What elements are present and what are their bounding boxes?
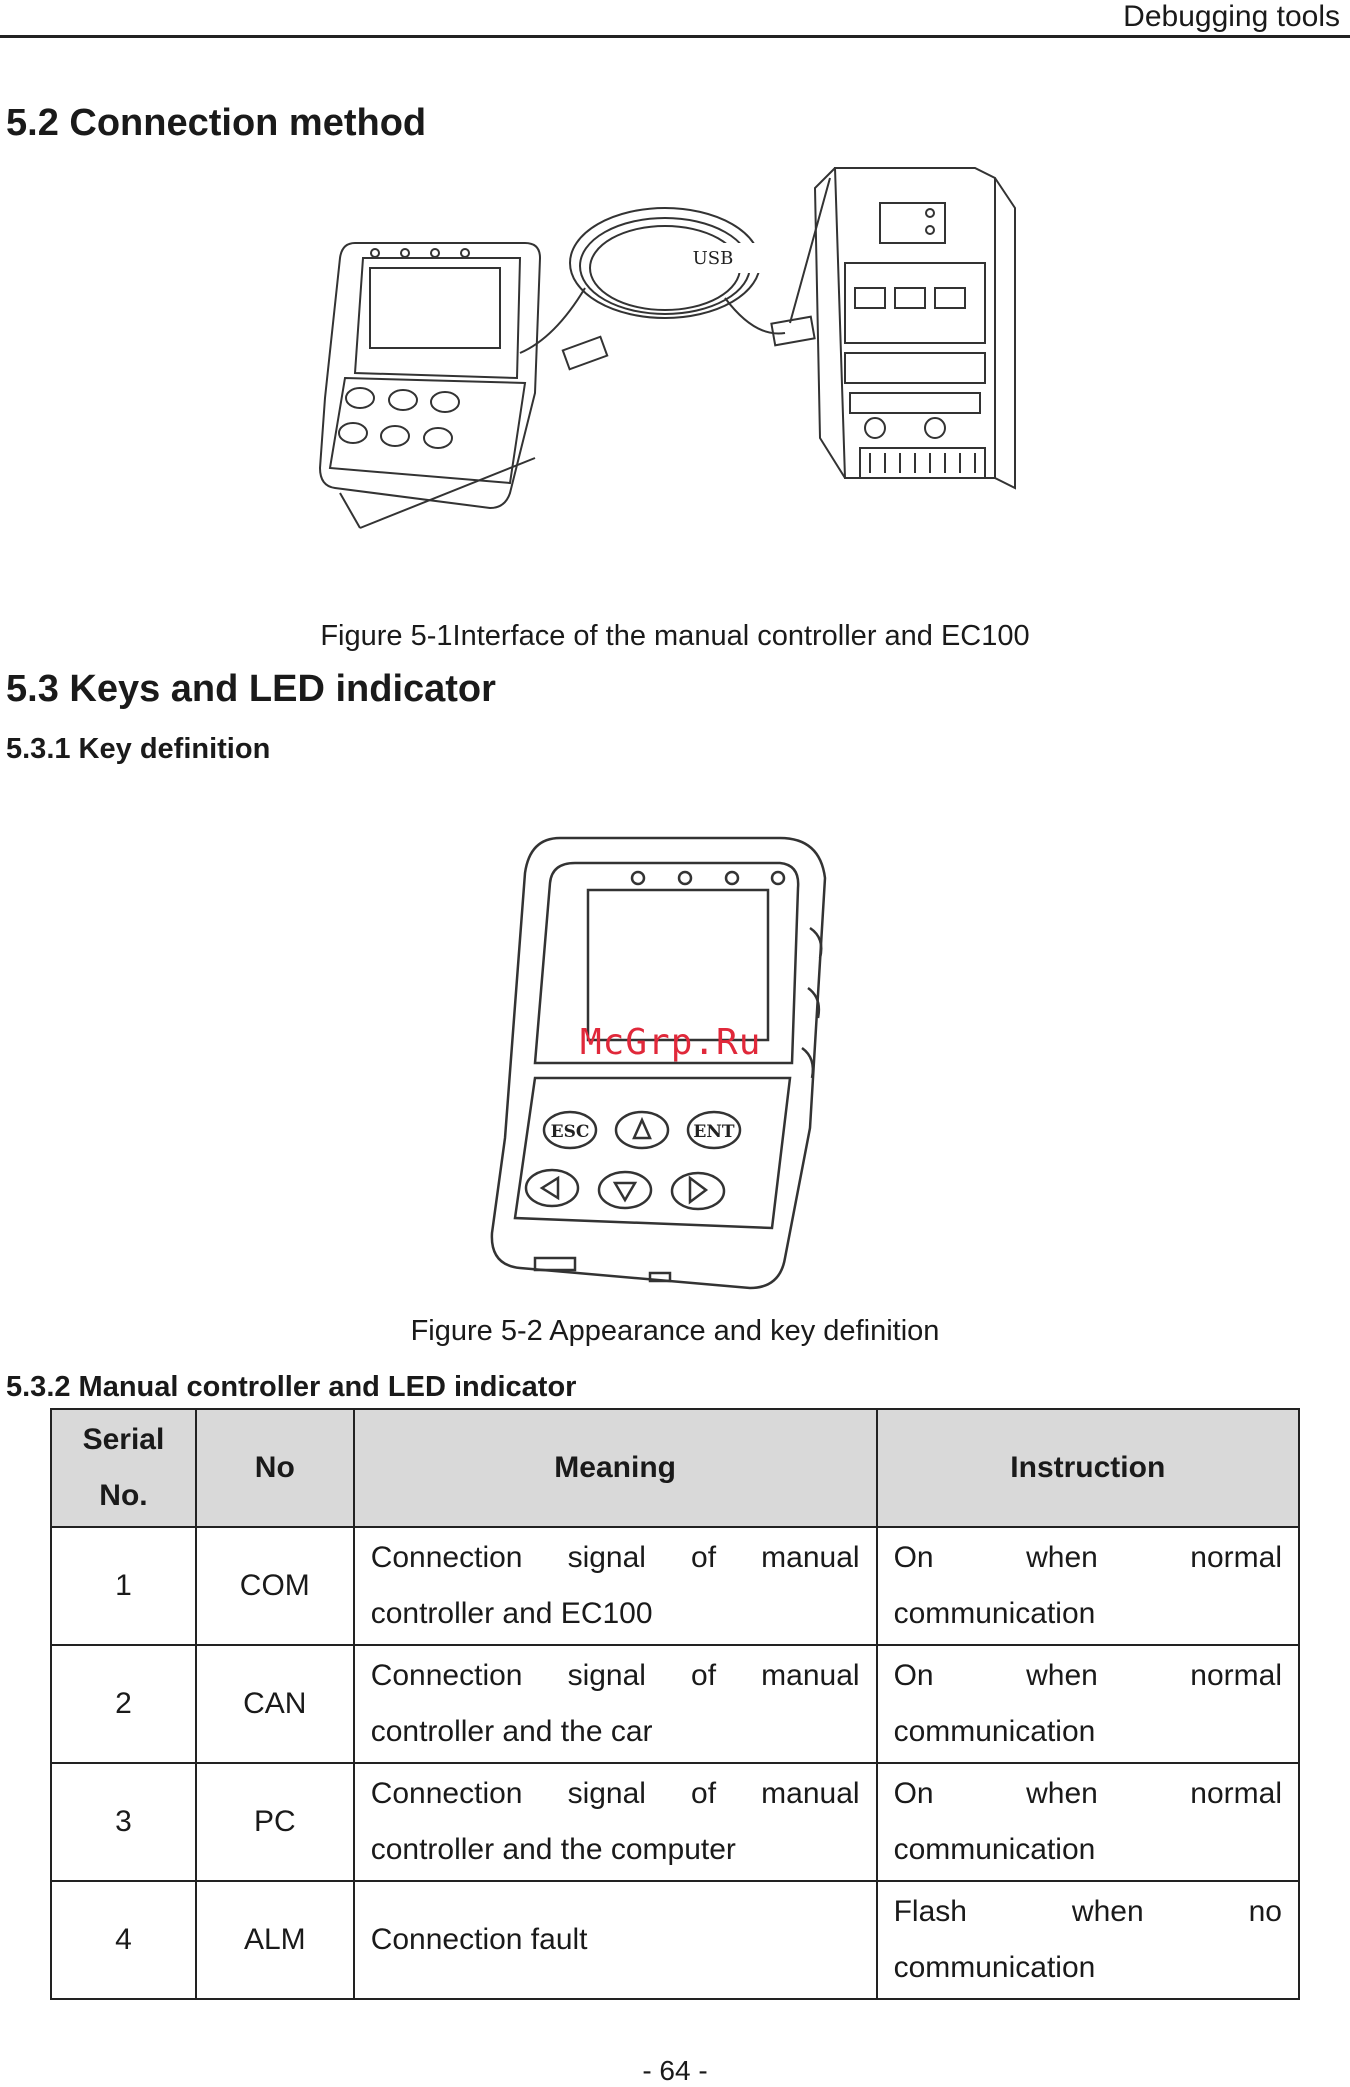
header-meaning: Meaning bbox=[354, 1409, 877, 1527]
figure-caption-5-2: Figure 5-2 Appearance and key definition bbox=[410, 1315, 940, 1347]
table-row bbox=[51, 1881, 1299, 1999]
page-number: - 64 - bbox=[642, 2055, 708, 2086]
connection-illustration bbox=[285, 148, 1070, 603]
cell-no: ALM bbox=[196, 1881, 354, 1999]
table-row bbox=[51, 1763, 1299, 1881]
cell-instruction: Flash when no communication bbox=[877, 1881, 1299, 1999]
subsection-title-led-indicator: 5.3.2 Manual controller and LED indicator bbox=[6, 1371, 577, 1403]
header-no: No bbox=[196, 1409, 354, 1527]
cell-serial: 3 bbox=[51, 1763, 196, 1881]
header-instruction: Instruction bbox=[877, 1409, 1299, 1527]
figure-controller-appearance bbox=[480, 828, 865, 1298]
figure-caption-5-1: Figure 5-1Interface of the manual controller and EC100 bbox=[320, 620, 1030, 652]
ent-key-label: ENT bbox=[693, 1122, 735, 1142]
cell-serial: 1 bbox=[51, 1527, 196, 1645]
cell-meaning: Connection signal of manual controller and the computer bbox=[354, 1763, 877, 1881]
cell-serial: 4 bbox=[51, 1881, 196, 1999]
led-indicator-table bbox=[50, 1408, 1300, 2000]
cell-meaning: Connection fault bbox=[354, 1881, 877, 1999]
table-row bbox=[51, 1645, 1299, 1763]
header-divider bbox=[0, 35, 1350, 38]
cell-no: COM bbox=[196, 1527, 354, 1645]
esc-key-label: ESC bbox=[550, 1122, 590, 1142]
figure-connection-diagram bbox=[285, 148, 1070, 603]
header-serial-no: Serial No. bbox=[51, 1409, 196, 1527]
cell-instruction: On when normal communication bbox=[877, 1645, 1299, 1763]
table-header-row bbox=[51, 1409, 1299, 1527]
subsection-title-key-definition: 5.3.1 Key definition bbox=[6, 733, 271, 765]
cell-meaning: Connection signal of manual controller and EC100 bbox=[354, 1527, 877, 1645]
cell-serial: 2 bbox=[51, 1645, 196, 1763]
cell-no: CAN bbox=[196, 1645, 354, 1763]
section-title-keys-led: 5.3 Keys and LED indicator bbox=[6, 668, 496, 710]
controller-illustration bbox=[480, 828, 865, 1298]
table-row bbox=[51, 1527, 1299, 1645]
cell-instruction: On when normal communication bbox=[877, 1763, 1299, 1881]
cell-no: PC bbox=[196, 1763, 354, 1881]
cell-meaning: Connection signal of manual controller and the car bbox=[354, 1645, 877, 1763]
watermark: McGrp.Ru bbox=[580, 1022, 762, 1063]
running-header: Debugging tools bbox=[1123, 0, 1340, 33]
usb-label: USB bbox=[692, 248, 734, 269]
section-title-connection-method: 5.2 Connection method bbox=[6, 102, 427, 144]
cell-instruction: On when normal communication bbox=[877, 1527, 1299, 1645]
